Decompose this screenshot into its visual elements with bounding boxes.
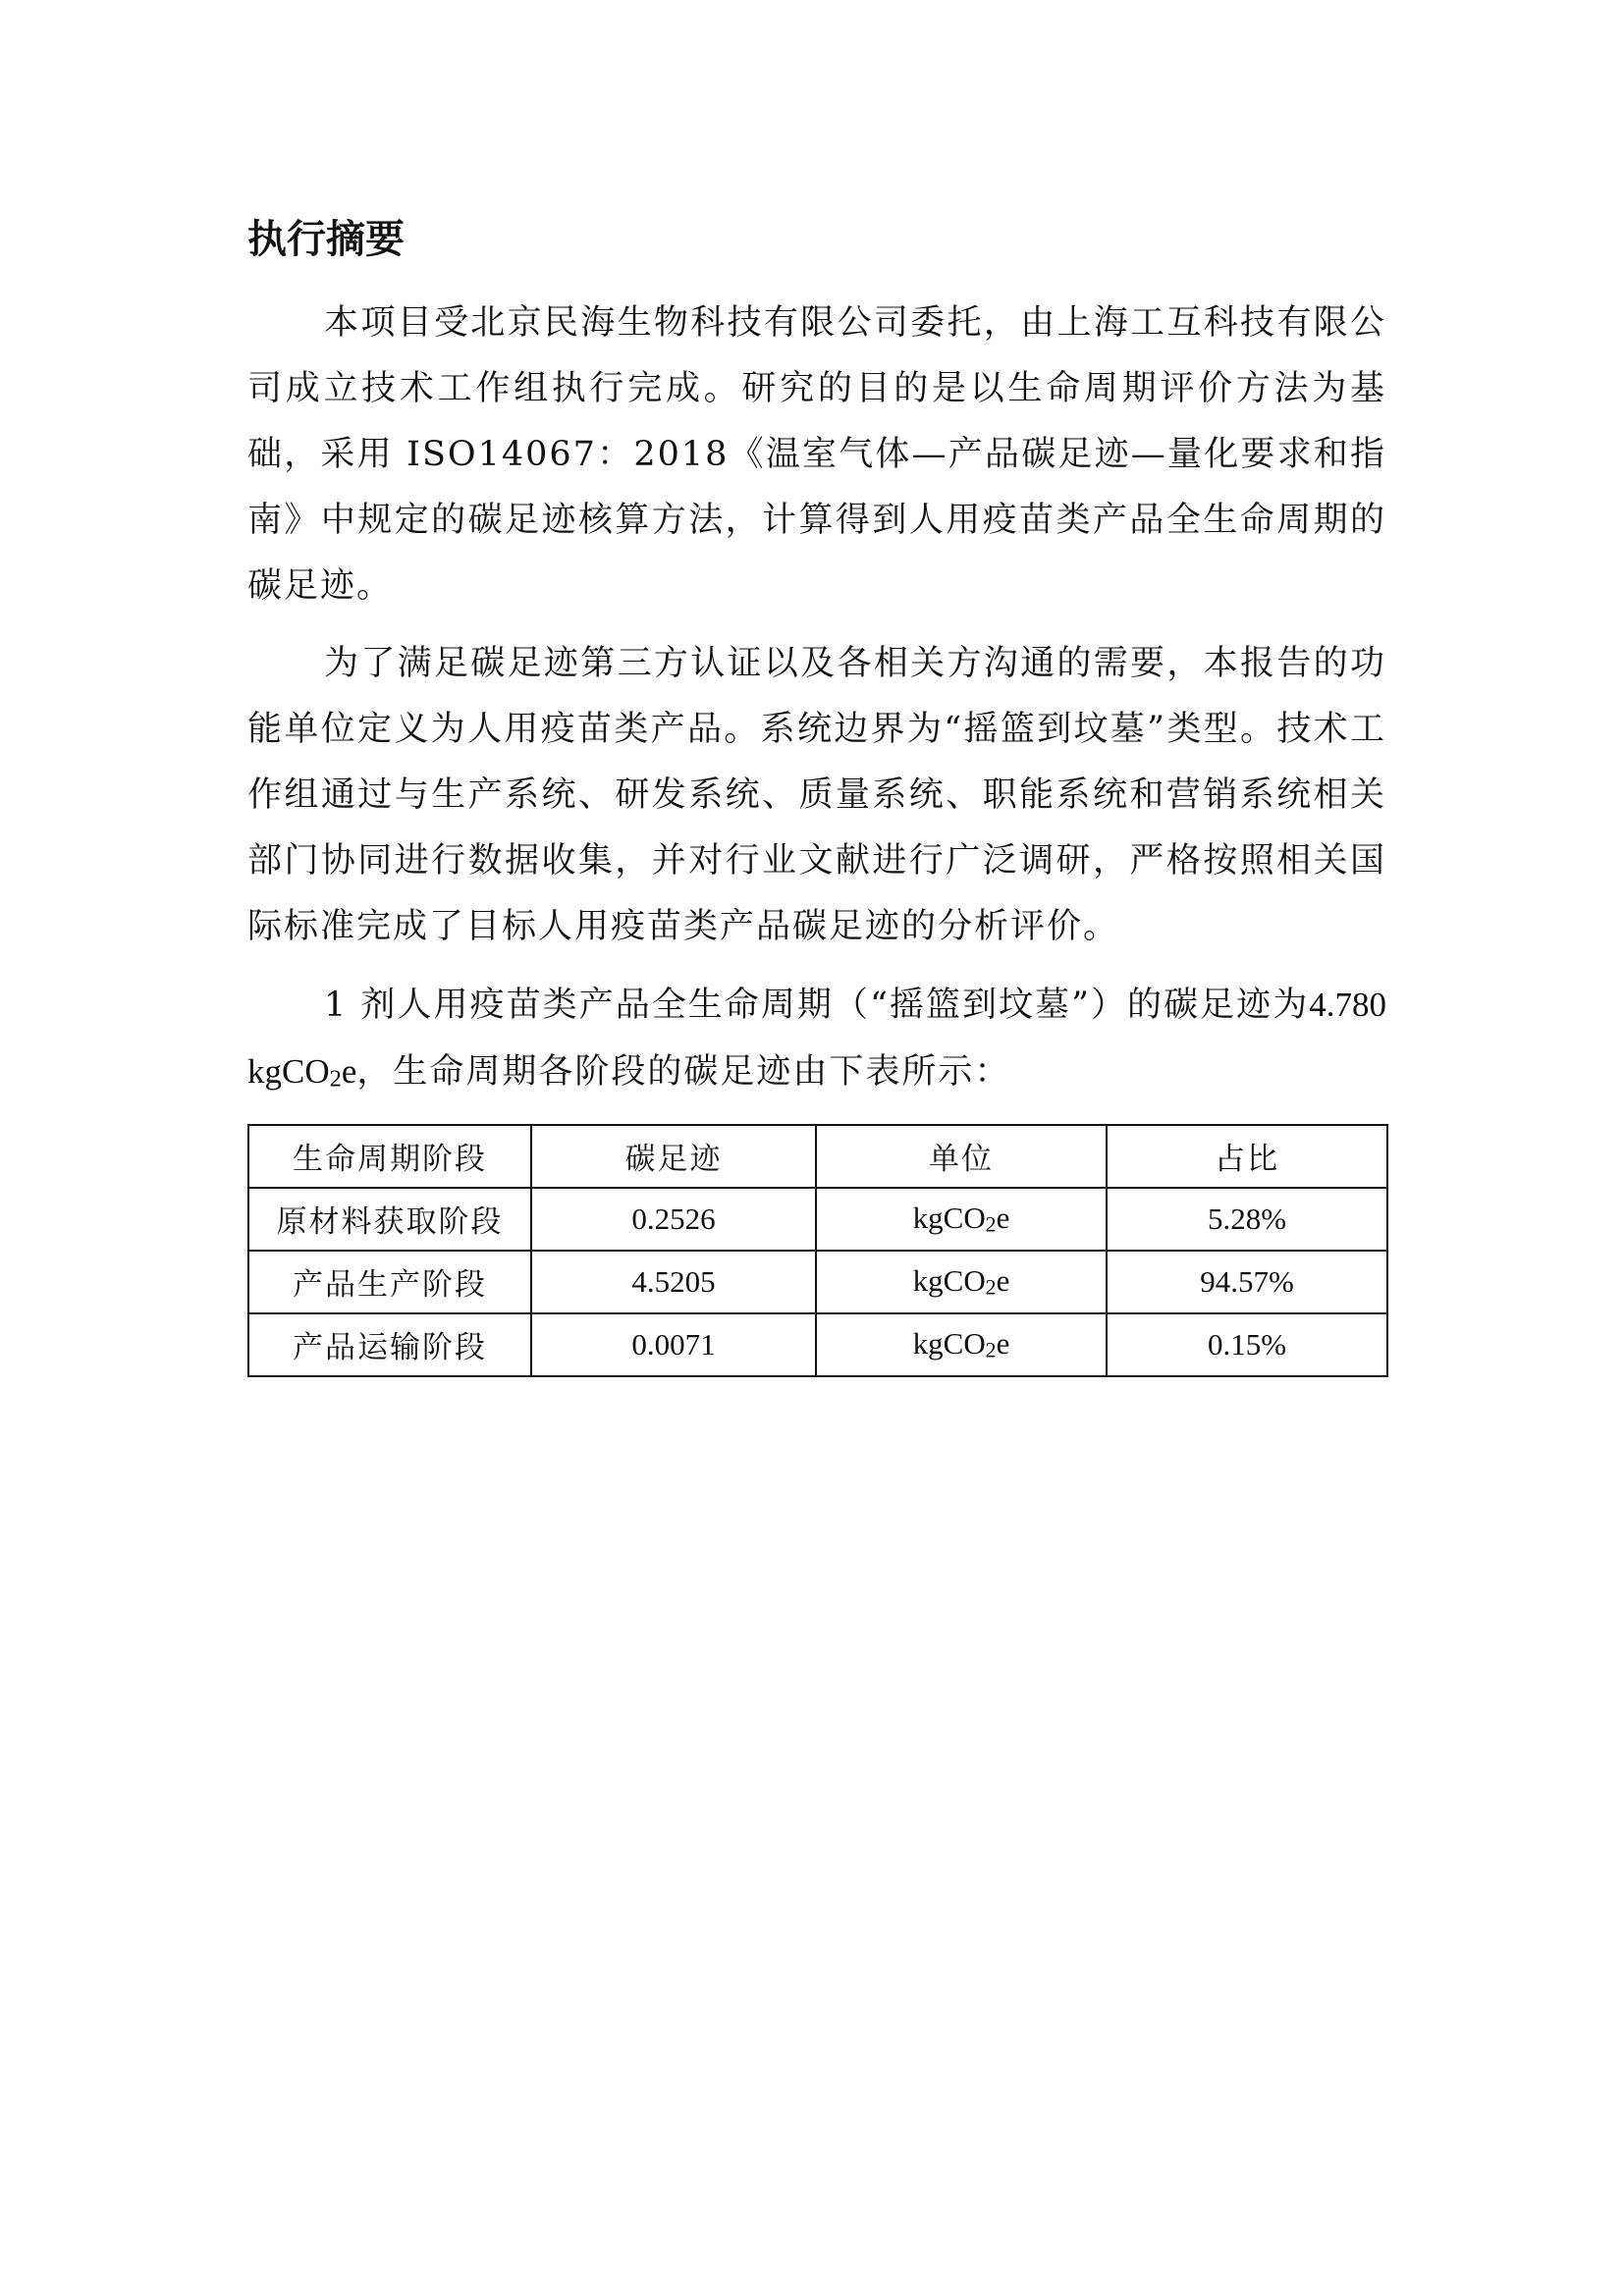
cell-footprint: 0.2526 [531,1188,816,1251]
cell-stage: 产品生产阶段 [248,1251,531,1313]
cell-stage: 原材料获取阶段 [248,1188,531,1251]
summary-tail: ，生命周期各阶段的碳足迹由下表所示： [356,1052,1011,1092]
document-page [247,210,1386,1377]
cell-footprint: 4.5205 [531,1251,816,1313]
cell-stage: 产品运输阶段 [248,1313,531,1376]
section-heading: 执行摘要 [247,217,405,262]
header-stage: 生命周期阶段 [248,1125,531,1188]
header-share: 占比 [1107,1125,1387,1188]
summary-lead: 1 剂人用疫苗类产品全生命周期（“摇篮到坟墓”）的碳足迹为 [324,986,1310,1025]
scope-paragraph: 为了满足碳足迹第三方认证以及各相关方沟通的需要，本报告的功能单位定义为人用疫苗类产品。系统边界为“摇篮到坟墓”类型。技术工作组通过与生产系统、研发系统、质量系统、职能系统和营销系统相关部门协同进行数据收集，并对行业文献进行广泛调研，严格按照相关国际标准完成了目标人用疫苗类产品碳足迹的分析评价。 [247,644,1386,946]
lifecycle-footprint-table [247,1124,1388,1377]
cell-unit: kgCO$_2$e [816,1313,1107,1376]
cell-share: 94.57% [1107,1251,1387,1313]
cell-footprint: 0.0071 [531,1313,816,1376]
summary-value: 4.780 [1309,986,1386,1024]
cell-share: 5.28% [1107,1188,1387,1251]
table-row [248,1313,1387,1376]
summary-unit: kgCO$_2$e [247,1052,357,1093]
summary-paragraph [247,972,1386,1112]
table-row [248,1188,1387,1251]
table-header-row [248,1125,1387,1188]
table-row [248,1251,1387,1313]
cell-share: 0.15% [1107,1313,1387,1376]
intro-paragraph: 本项目受北京民海生物科技有限公司委托，由上海工互科技有限公司成立技术工作组执行完成。研究的目的是以生命周期评价方法为基础，采用 ISO14067：2018《温室气体—产品碳足迹—量化要求和指南》中规定的碳足迹核算方法，计算得到人用疫苗类产品全生命周期的碳足迹。 [247,303,1386,606]
header-unit: 单位 [816,1125,1107,1188]
header-footprint: 碳足迹 [531,1125,816,1188]
cell-unit: kgCO$_2$e [816,1188,1107,1251]
cell-unit: kgCO$_2$e [816,1251,1107,1313]
